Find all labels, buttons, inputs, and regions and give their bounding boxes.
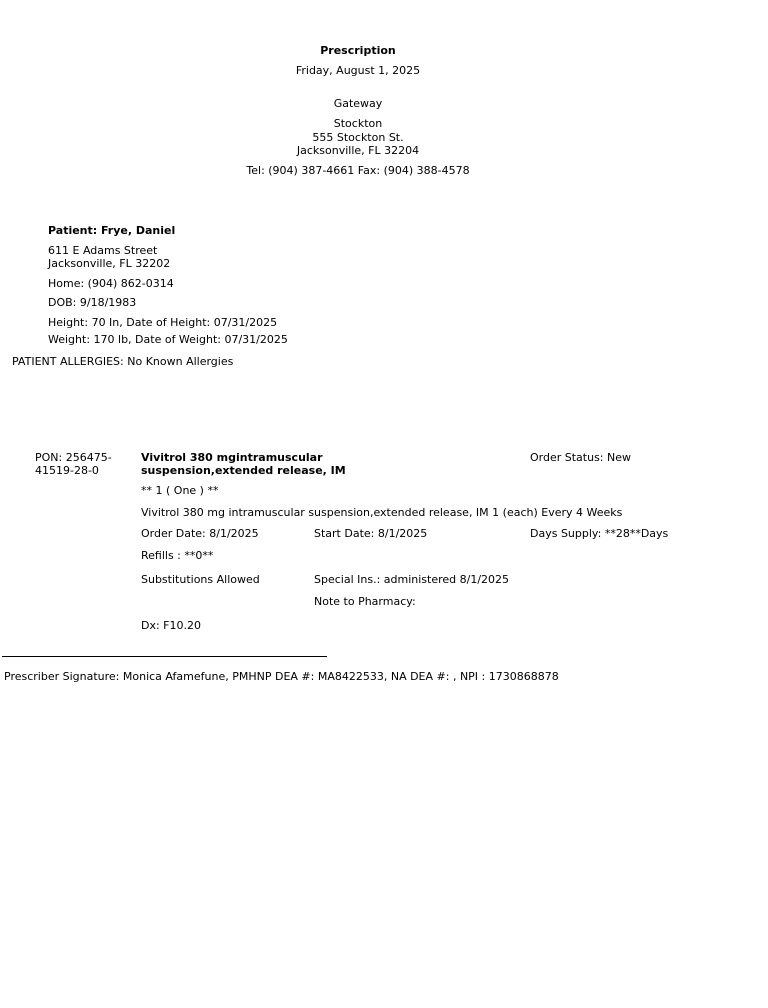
signature-line: [2, 656, 327, 657]
pon-line1: PON: 256475-: [35, 451, 112, 464]
patient-weight: Weight: 170 lb, Date of Weight: 07/31/2025: [48, 333, 288, 346]
pon-line2: 41519-28-0: [35, 464, 99, 477]
order-date: Order Date: 8/1/2025: [141, 527, 259, 540]
facility-name: Gateway: [333, 97, 383, 110]
start-date: Start Date: 8/1/2025: [314, 527, 428, 540]
refills: Refills : **0**: [141, 549, 214, 562]
facility-location: Stockton: [333, 117, 383, 130]
patient-address-line1: 611 E Adams Street: [48, 244, 158, 257]
prescriber-signature: Prescriber Signature: Monica Afamefune, PMHNP DEA #: MA8422533, NA DEA #: , NPI : 1730868878: [4, 670, 559, 683]
special-instructions: Special Ins.: administered 8/1/2025: [314, 573, 510, 586]
drug-name-line2: suspension,extended release, IM: [141, 464, 346, 477]
patient-home-phone: Home: (904) 862-0314: [48, 277, 174, 290]
sig-directions: Vivitrol 380 mg intramuscular suspension,extended release, IM 1 (each) Every 4 Weeks: [141, 506, 623, 519]
facility-phone-fax: Tel: (904) 387-4661 Fax: (904) 388-4578: [246, 164, 470, 177]
patient-height: Height: 70 In, Date of Height: 07/31/2025: [48, 316, 278, 329]
prescription-date: Friday, August 1, 2025: [295, 64, 421, 77]
note-to-pharmacy: Note to Pharmacy:: [314, 595, 416, 608]
patient-address-line2: Jacksonville, FL 32202: [48, 257, 171, 270]
facility-address-line1: 555 Stockton St.: [312, 131, 404, 144]
patient-allergies: PATIENT ALLERGIES: No Known Allergies: [12, 355, 234, 368]
patient-name: Patient: Frye, Daniel: [48, 224, 176, 237]
drug-name-line1: Vivitrol 380 mgintramuscular: [141, 451, 323, 464]
patient-dob: DOB: 9/18/1983: [48, 296, 137, 309]
document-title: Prescription: [320, 44, 396, 57]
days-supply: Days Supply: **28**Days: [530, 527, 669, 540]
substitutions: Substitutions Allowed: [141, 573, 260, 586]
diagnosis-code: Dx: F10.20: [141, 619, 202, 632]
facility-address-line2: Jacksonville, FL 32204: [296, 144, 420, 157]
dispense-quantity: ** 1 ( One ) **: [141, 484, 219, 497]
order-status: Order Status: New: [530, 451, 632, 464]
